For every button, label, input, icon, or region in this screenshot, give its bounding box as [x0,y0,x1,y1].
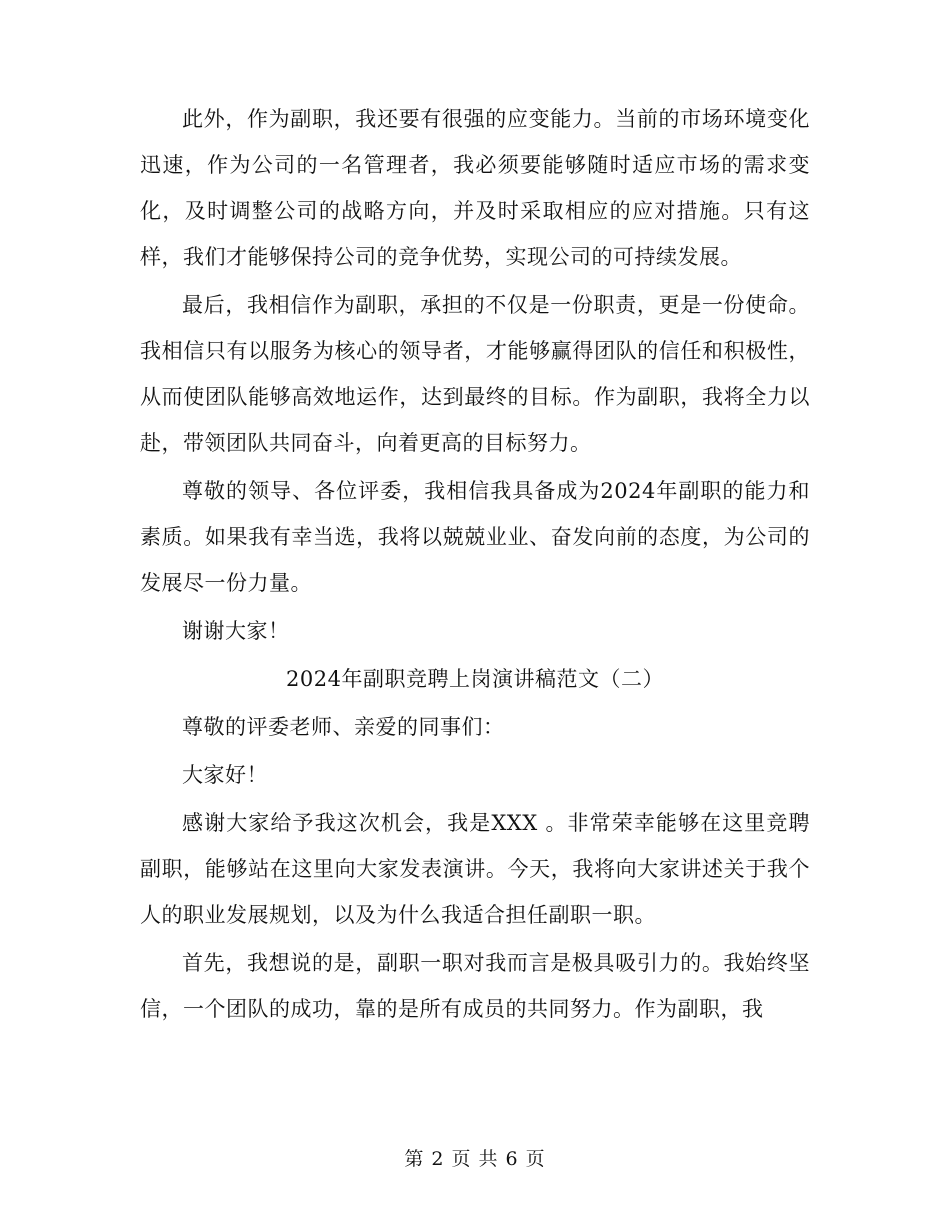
section-title: 2024年副职竞聘上岗演讲稿范文（二） [286,667,664,691]
paragraph: 感谢大家给予我这次机会，我是XXX 。非常荣幸能够在这里竞聘副职，能够站在这里向大家发表演讲。今天，我将向大家讲述关于我个人的职业发展规划，以及为什么我适合担任副职一职。 [140,811,810,927]
closing-line: 谢谢大家！ [182,619,290,643]
paragraph: 首先，我想说的是，副职一职对我而言是极具吸引力的。我始终坚信，一个团队的成功，靠的是所有成员的共同努力。作为副职，我 [140,951,810,1021]
salutation: 尊敬的评委老师、亲爱的同事们： [182,715,505,739]
greeting: 大家好！ [182,763,268,787]
document-body [140,96,810,1034]
page-number-footer: 第 2 页 共 6 页 [404,1148,546,1170]
paragraph: 最后，我相信作为副职，承担的不仅是一份职责，更是一份使命。我相信只有以服务为核心的领导者，才能够赢得团队的信任和积极性，从而使团队能够高效地运作，达到最终的目标。作为副职，我将全力以赴，带领团队共同奋斗，向着更高的目标努力。 [140,293,810,455]
paragraph: 尊敬的领导、各位评委，我相信我具备成为2024年副职的能力和素质。如果我有幸当选，我将以兢兢业业、奋发向前的态度，为公司的发展尽一份力量。 [140,479,810,595]
paragraph: 此外，作为副职，我还要有很强的应变能力。当前的市场环境变化迅速，作为公司的一名管理者，我必须要能够随时适应市场的需求变化，及时调整公司的战略方向，并及时采取相应的应对措施。只有这样，我们才能够保持公司的竞争优势，实现公司的可持续发展。 [140,107,810,269]
